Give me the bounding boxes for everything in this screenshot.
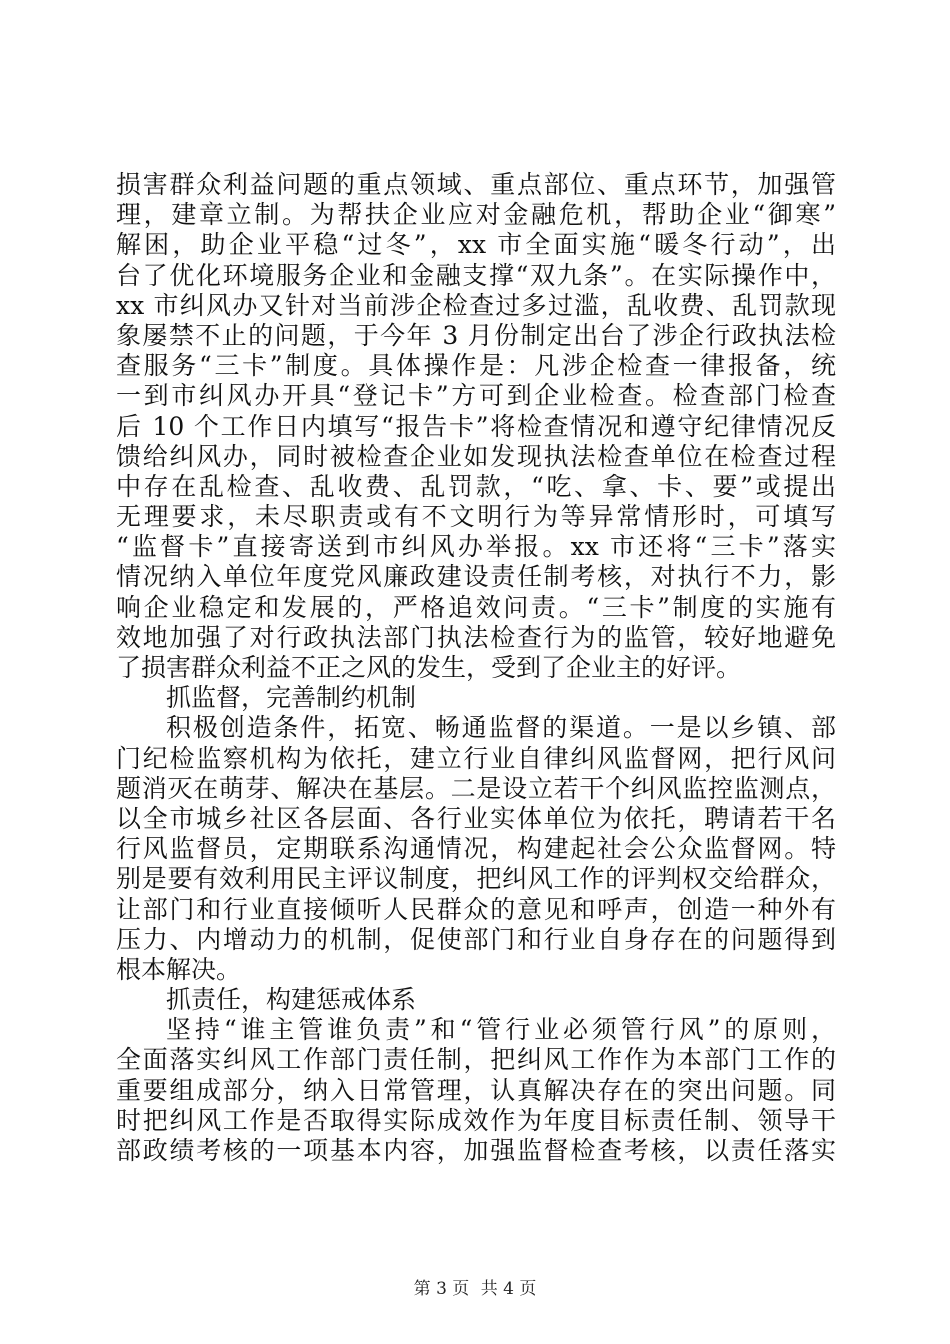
text-line: “监督卡”直接寄送到市纠风办举报。xx 市还将“三卡”落实 — [116, 532, 836, 562]
text-line: 馈给纠风办，同时被检查企业如发现执法检查单位在检查过程 — [116, 441, 836, 471]
text-line: 门纪检监察机构为依托，建立行业自律纠风监督网，把行风问 — [116, 743, 836, 773]
text-line: 无理要求，未尽职责或有不文明行为等异常情形时，可填写 — [116, 502, 836, 532]
text-line: 重要组成部分，纳入日常管理，认真解决存在的突出问题。同 — [116, 1075, 836, 1105]
text-line: 压力、内增动力的机制，促使部门和行业自身存在的问题得到 — [116, 924, 836, 954]
page-total: 共 4 页 — [480, 1279, 537, 1299]
text-line: 让部门和行业直接倾听人民群众的意见和呼声，创造一种外有 — [116, 894, 836, 924]
text-line: 一到市纠风办开具“登记卡”方可到企业检查。检查部门检查 — [116, 381, 836, 411]
text-line: 时把纠风工作是否取得实际成效作为年度目标责任制、领导干 — [116, 1105, 836, 1135]
text-line: xx 市纠风办又针对当前涉企检查过多过滥，乱收费、乱罚款现 — [116, 290, 836, 320]
text-line: 根本解决。 — [116, 954, 242, 984]
page-number: 第 3 页 — [413, 1279, 470, 1299]
text-line: 坚持“谁主管谁负责”和“管行业必须管行风”的原则， — [166, 1015, 836, 1045]
text-line: 台了优化环境服务企业和金融支撑“双九条”。在实际操作中， — [116, 260, 836, 290]
text-line: 全面落实纠风工作部门责任制，把纠风工作作为本部门工作的 — [116, 1045, 836, 1075]
text-line: 响企业稳定和发展的，严格追效问责。“三卡”制度的实施有 — [116, 592, 836, 622]
section-heading: 抓责任，构建惩戒体系 — [166, 985, 417, 1015]
text-line: 后 10 个工作日内填写“报告卡”将检查情况和遵守纪律情况反 — [116, 411, 836, 441]
text-line: 情况纳入单位年度党风廉政建设责任制考核，对执行不力，影 — [116, 562, 836, 592]
text-line: 部政绩考核的一项基本内容，加强监督检查考核，以责任落实 — [116, 1136, 836, 1165]
text-line: 积极创造条件，拓宽、畅通监督的渠道。一是以乡镇、部 — [166, 713, 836, 743]
text-line: 行风监督员，定期联系沟通情况，构建起社会公众监督网。特 — [116, 834, 836, 864]
text-line: 题消灭在萌芽、解决在基层。二是设立若干个纠风监控监测点， — [116, 773, 836, 803]
text-line: 以全市城乡社区各层面、各行业实体单位为依托，聘请若干名 — [116, 803, 836, 833]
document-body — [116, 170, 836, 1166]
section-heading: 抓监督，完善制约机制 — [166, 683, 417, 713]
text-line: 了损害群众利益不正之风的发生，受到了企业主的好评。 — [116, 653, 742, 682]
text-line: 效地加强了对行政执法部门执法检查行为的监管，较好地避免 — [116, 622, 836, 652]
text-line: 象屡禁不止的问题，于今年 3 月份制定出台了涉企行政执法检 — [116, 320, 836, 350]
text-line: 损害群众利益问题的重点领域、重点部位、重点环节，加强管 — [116, 170, 836, 199]
text-line: 理，建章立制。为帮扶企业应对金融危机，帮助企业“御寒” — [116, 200, 836, 230]
page-footer — [0, 1278, 950, 1300]
text-line: 解困，助企业平稳“过冬”，xx 市全面实施“暖冬行动”，出 — [116, 230, 836, 260]
text-line: 查服务“三卡”制度。具体操作是：凡涉企检查一律报备，统 — [116, 351, 836, 381]
text-line: 别是要有效利用民主评议制度，把纠风工作的评判权交给群众， — [116, 864, 836, 894]
text-line: 中存在乱检查、乱收费、乱罚款，“吃、拿、卡、要”或提出 — [116, 471, 836, 501]
